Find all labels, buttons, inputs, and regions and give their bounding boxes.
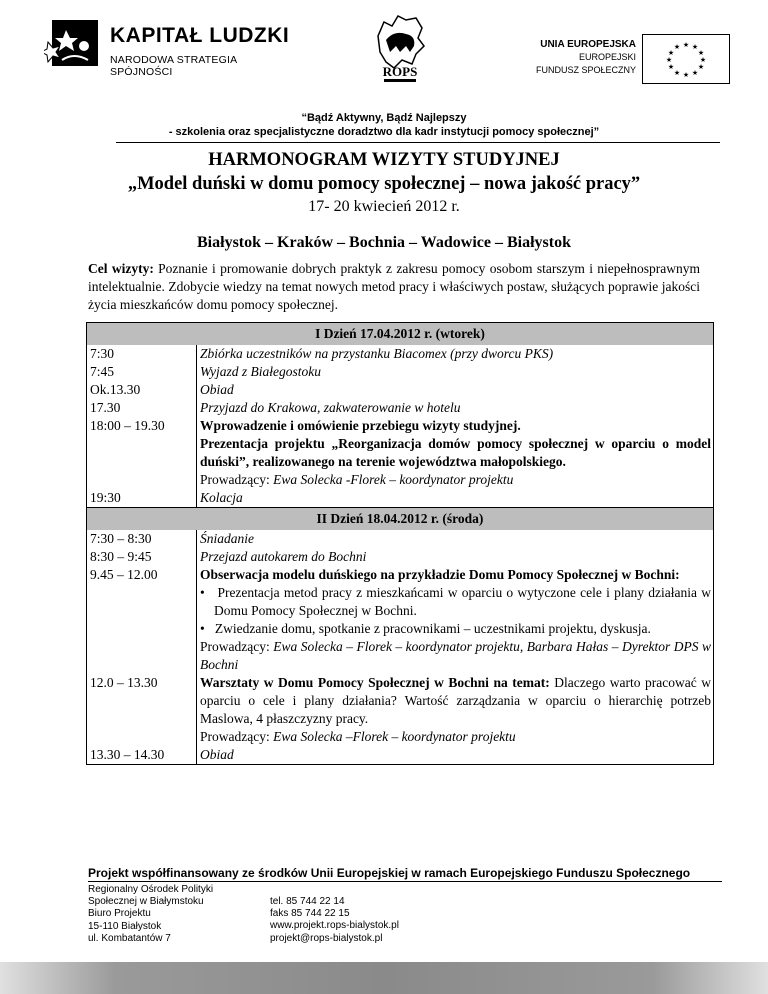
- table-row: [87, 381, 714, 399]
- contact-phone: tel. 85 744 22 14: [270, 896, 345, 907]
- desc-cell: [197, 381, 714, 399]
- motto-line2: - szkolenia oraz specjalistyczne doradztwo dla kadr instytucji pomocy społecznej”: [168, 126, 600, 138]
- table-row: [87, 345, 714, 363]
- lead-label: Prowadzący:: [200, 472, 270, 487]
- svg-text:★: ★: [665, 56, 673, 64]
- svg-text:★: ★: [682, 41, 690, 49]
- footer-band: [0, 962, 768, 994]
- desc-bold: Prezentacja projektu „Reorganizacja domów pomocy społecznej w oparciu o model duński”, realizowanego na terenie województwa małopolskiego.: [200, 436, 711, 469]
- table-row: [87, 417, 714, 489]
- eu-line3: FUNDUSZ SPOŁECZNY: [535, 65, 636, 75]
- rops-label: ROPS: [382, 64, 418, 79]
- list-item: • Zwiedzanie domu, spotkanie z pracownikami – uczestnikami projektu, dyskusja.: [200, 621, 651, 636]
- list-item: • Prezentacja metod pracy z mieszkańcami w oparciu o wytyczone cele i plany działania w Domu Pomocy Społecznej w Bochni.: [200, 585, 711, 618]
- schedule-table: [86, 322, 714, 765]
- table-row: [87, 489, 714, 508]
- svg-text:★: ★: [699, 56, 707, 64]
- table-row: [87, 674, 714, 746]
- time-cell: 7:30: [87, 345, 197, 363]
- desc-bold: Obserwacja modelu duńskiego na przykładzie Domu Pomocy Społecznej w Bochni:: [200, 567, 680, 582]
- contact-email: projekt@rops-bialystok.pl: [270, 932, 383, 944]
- footer-title: Projekt współfinansowany ze środków Unii Europejskiej w ramach Europejskiego Funduszu Społecznego: [88, 866, 691, 880]
- desc-bold: Warsztaty w Domu Pomocy Społecznej w Bochni na temat:: [200, 675, 550, 690]
- table-row: [87, 530, 714, 548]
- address-line: Biuro Projektu: [88, 908, 151, 920]
- time-cell: 12.0 – 13.30: [87, 674, 197, 746]
- lead-label: Prowadzący:: [200, 639, 270, 654]
- desc-text: Przyjazd do Krakowa, zakwaterowanie w hotelu: [200, 400, 461, 415]
- table-row: [87, 363, 714, 381]
- address-line: Regionalny Ośrodek Polityki: [88, 884, 214, 895]
- eu-flag-icon: [642, 34, 730, 84]
- svg-text:★: ★: [673, 43, 681, 51]
- title-line2: „Model duński w domu pomocy społecznej – nowa jakość pracy”: [127, 174, 641, 194]
- lead-label: Prowadzący:: [200, 729, 270, 744]
- svg-text:★: ★: [682, 71, 690, 79]
- contact-website: www.projekt.rops-bialystok.pl: [270, 920, 399, 932]
- desc-bold: Wprowadzenie i omówienie przebiegu wizyty studyjnej.: [200, 418, 521, 433]
- time-cell: 7:30 – 8:30: [87, 530, 197, 548]
- desc-text: Przejazd autokarem do Bochni: [200, 549, 367, 564]
- bullet-text: Prezentacja metod pracy z mieszkańcami w oparciu o wytyczone cele i plany działania w Domu Pomocy Społecznej w Bochni.: [214, 585, 711, 618]
- eu-line2: EUROPEJSKI: [578, 52, 636, 62]
- kapital-ludzki-title: KAPITAŁ LUDZKI: [110, 24, 290, 47]
- page-header: [0, 0, 768, 140]
- document-title: [0, 148, 768, 196]
- title-line1: HARMONOGRAM WIZYTY STUDYJNEJ: [208, 150, 560, 170]
- desc-cell: [197, 345, 714, 363]
- kapital-ludzki-emblem-icon: [44, 16, 102, 74]
- svg-text:★: ★: [691, 43, 699, 51]
- day2-header: II Dzień 18.04.2012 r. (środa): [87, 508, 714, 531]
- visit-goal: [88, 260, 700, 314]
- svg-text:★: ★: [667, 63, 675, 71]
- bullet-text: Zwiedzanie domu, spotkanie z pracownikami – uczestnikami projektu, dyskusja.: [214, 621, 651, 636]
- desc-cell: [197, 746, 714, 765]
- table-row: [87, 548, 714, 566]
- time-cell: 18:00 – 19.30: [87, 417, 197, 489]
- table-row: [87, 399, 714, 417]
- desc-cell: [197, 548, 714, 566]
- desc-cell: [197, 363, 714, 381]
- lead-text: Ewa Solecka -Florek – koordynator projektu: [273, 472, 514, 487]
- rops-logo: [372, 12, 428, 92]
- time-cell: 13.30 – 14.30: [87, 746, 197, 765]
- desc-text: Wyjazd z Białegostoku: [200, 364, 321, 379]
- svg-text:★: ★: [673, 69, 681, 77]
- time-cell: 9.45 – 12.00: [87, 566, 197, 674]
- kapital-ludzki-subtitle: NARODOWA STRATEGIA SPÓJNOŚCI: [110, 54, 237, 78]
- desc-cell: [197, 566, 714, 674]
- time-cell: 7:45: [87, 363, 197, 381]
- address-line: ul. Kombatantów 7: [88, 932, 171, 944]
- address-line: 15-110 Białystok: [88, 920, 162, 932]
- day1-header: I Dzień 17.04.2012 r. (wtorek): [87, 323, 714, 346]
- svg-text:★: ★: [667, 49, 675, 57]
- address-line: Społecznej w Białymstoku: [88, 896, 204, 908]
- lead-text: Ewa Solecka – Florek – koordynator projektu, Barbara Hałas – Dyrektor DPS w Bochni: [200, 639, 711, 672]
- desc-cell: [197, 399, 714, 417]
- desc-cell: [197, 530, 714, 548]
- desc-text: Obiad: [200, 747, 234, 762]
- footer-address: [88, 884, 213, 945]
- desc-text: Zbiórka uczestników na przystanku Biacomex (przy dworcu PKS): [200, 346, 554, 361]
- desc-text: Dlaczego warto pracować w oparciu o cele i plany działania? Wartość zarządzania w oparciu o hierarchię potrzeb Maslowa, 4 płaszczyzny pracy.: [200, 675, 711, 726]
- project-motto: [0, 111, 768, 139]
- time-cell: 17.30: [87, 399, 197, 417]
- header-divider: [116, 142, 720, 143]
- goal-text: Poznanie i promowanie dobrych praktyk z zakresu pomocy osobom starszym i niepełnosprawnym intelektualnie. Zdobycie wiedzy na temat nowych metod pracy i właściwych postaw, służących poprawie jakości życia mieszkańców domu pomocy społecznej.: [88, 261, 701, 312]
- visit-dates: 17- 20 kwiecień 2012 r.: [308, 198, 460, 215]
- desc-cell: [197, 674, 714, 746]
- svg-text:★: ★: [697, 49, 705, 57]
- desc-text: Obiad: [200, 382, 234, 397]
- visit-route: Białystok – Kraków – Bochnia – Wadowice – Białystok: [197, 234, 571, 251]
- eu-text: [536, 38, 636, 77]
- eu-logo: [520, 34, 730, 82]
- lead-text: Ewa Solecka –Florek – koordynator projektu: [273, 729, 516, 744]
- day1-header-row: [87, 323, 714, 346]
- day2-header-row: [87, 508, 714, 531]
- table-row: [87, 746, 714, 765]
- desc-text: Śniadanie: [200, 531, 254, 546]
- desc-text: Kolacja: [200, 490, 243, 505]
- contact-fax: faks 85 744 22 15: [270, 908, 350, 920]
- motto-line1: “Bądź Aktywny, Bądź Najlepszy: [301, 112, 467, 124]
- time-cell: 8:30 – 9:45: [87, 548, 197, 566]
- time-cell: Ok.13.30: [87, 381, 197, 399]
- svg-text:★: ★: [691, 69, 699, 77]
- desc-cell: [197, 489, 714, 508]
- goal-label: Cel wizyty:: [88, 261, 154, 276]
- footer-divider: [88, 881, 722, 882]
- svg-text:★: ★: [697, 63, 705, 71]
- footer-contact: [270, 896, 399, 945]
- time-cell: 19:30: [87, 489, 197, 508]
- kapital-ludzki-logo: [44, 16, 294, 86]
- desc-cell: [197, 417, 714, 489]
- table-row: [87, 566, 714, 674]
- eu-line1: UNIA EUROPEJSKA: [540, 39, 636, 50]
